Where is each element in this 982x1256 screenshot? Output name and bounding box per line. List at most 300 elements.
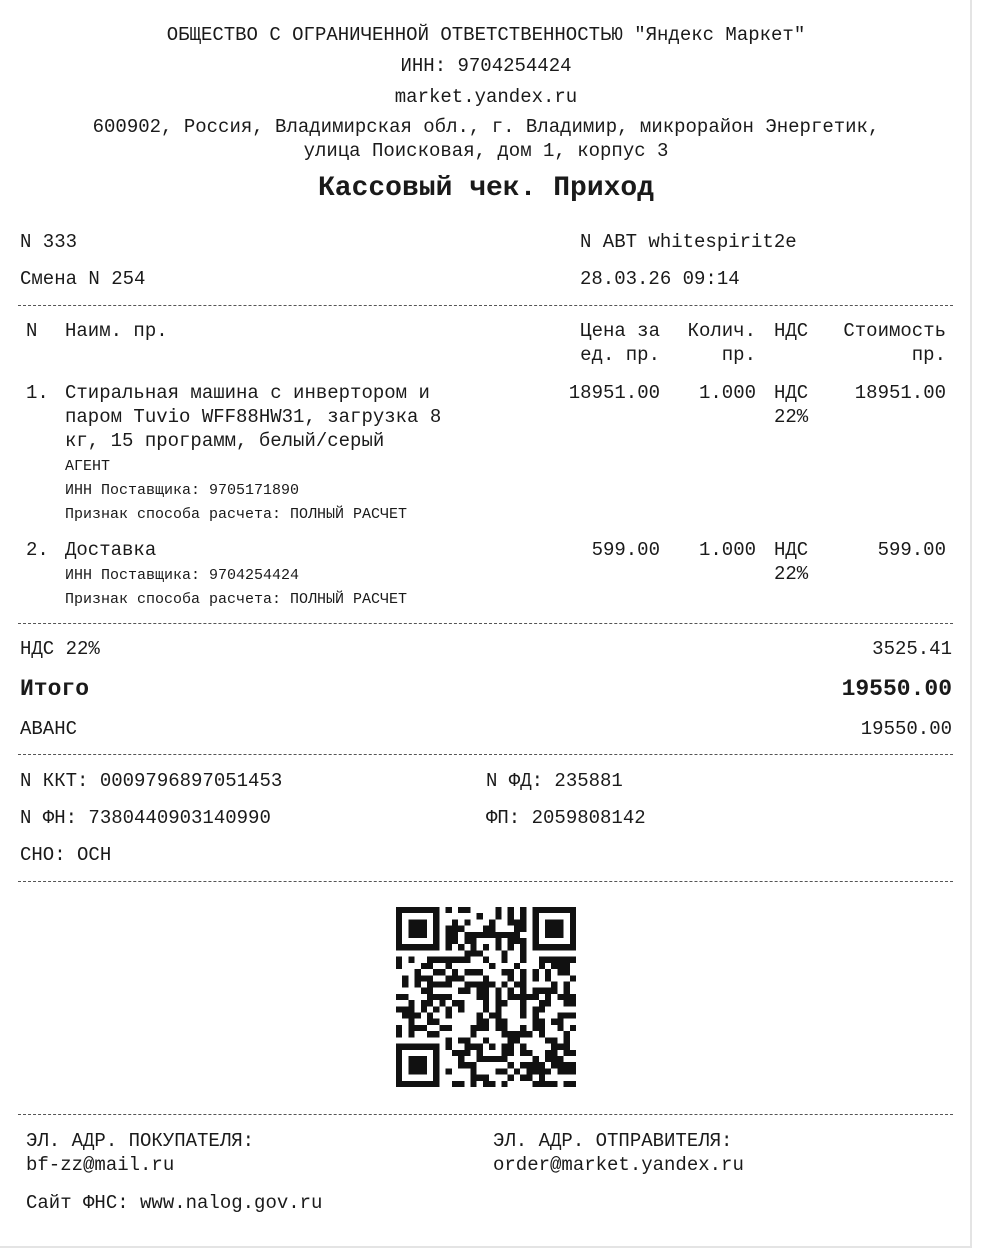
advance-label: АВАНС xyxy=(20,718,78,740)
qr-module xyxy=(421,975,427,981)
qr-module xyxy=(539,907,545,913)
total-label: Итого xyxy=(20,676,90,702)
qr-module xyxy=(520,1000,526,1006)
qr-module xyxy=(396,1025,402,1031)
qr-module xyxy=(421,932,427,938)
qr-module xyxy=(539,1025,545,1031)
qr-module xyxy=(452,919,458,925)
qr-module xyxy=(495,1000,501,1006)
qr-module xyxy=(545,1000,551,1006)
qr-module xyxy=(495,907,501,913)
org-address-line2: улица Поисковая, дом 1, корпус 3 xyxy=(303,140,669,162)
qr-module xyxy=(557,1056,563,1062)
qr-module xyxy=(433,969,439,975)
qr-module xyxy=(421,1056,427,1062)
qr-module xyxy=(408,944,414,950)
qr-module xyxy=(489,1044,495,1050)
qr-module xyxy=(564,1031,570,1037)
qr-module xyxy=(458,988,464,994)
qr-module xyxy=(557,926,563,932)
qr-module xyxy=(502,1044,508,1050)
qr-module xyxy=(415,1013,421,1019)
qr-module xyxy=(396,1006,402,1012)
qr-module xyxy=(526,1075,532,1081)
qr-module xyxy=(539,1075,545,1081)
qr-module xyxy=(458,1037,464,1043)
qr-module xyxy=(396,1050,402,1056)
qr-module xyxy=(533,1025,539,1031)
qr-module xyxy=(551,963,557,969)
qr-module xyxy=(545,1068,551,1074)
qr-module xyxy=(539,988,545,994)
qr-module xyxy=(551,1037,557,1043)
qr-module xyxy=(570,994,576,1000)
qr-module xyxy=(545,975,551,981)
qr-module xyxy=(464,907,470,913)
qr-module xyxy=(415,981,421,987)
qr-module xyxy=(508,1062,514,1068)
qr-module xyxy=(396,957,402,963)
qr-module xyxy=(508,1075,514,1081)
qr-module xyxy=(408,926,414,932)
qr-module xyxy=(551,907,557,913)
qr-module xyxy=(433,1050,439,1056)
qr-module xyxy=(433,1081,439,1087)
advance-value: 19550.00 xyxy=(860,718,952,740)
receipt-title: Кассовый чек. Приход xyxy=(317,173,655,204)
qr-module xyxy=(433,1062,439,1068)
item-number: 2. xyxy=(26,539,49,561)
qr-module xyxy=(533,913,539,919)
qr-module xyxy=(433,1075,439,1081)
item-price: 18951.00 xyxy=(568,382,660,404)
qr-module xyxy=(545,907,551,913)
qr-module xyxy=(495,988,501,994)
qr-module xyxy=(470,1062,476,1068)
qr-module xyxy=(439,969,445,975)
qr-module xyxy=(433,1006,439,1012)
qr-module xyxy=(545,1081,551,1087)
qr-module xyxy=(545,919,551,925)
item-payment-method: Признак способа расчета: ПОЛНЫЙ РАСЧЕТ xyxy=(65,506,408,523)
qr-module xyxy=(433,938,439,944)
qr-module xyxy=(458,1062,464,1068)
item-vat-rate: 22% xyxy=(774,406,809,428)
qr-module xyxy=(446,963,452,969)
qr-module xyxy=(502,1068,508,1074)
qr-module xyxy=(483,1006,489,1012)
qr-module xyxy=(533,1056,539,1062)
qr-module xyxy=(502,981,508,987)
qr-module xyxy=(514,1068,520,1074)
qr-module xyxy=(483,975,489,981)
col-header-qty-2: пр. xyxy=(721,344,756,366)
qr-module xyxy=(520,1006,526,1012)
qr-module xyxy=(458,944,464,950)
qr-module xyxy=(421,907,427,913)
qr-module xyxy=(570,926,576,932)
col-header-price-2: ед. пр. xyxy=(580,344,660,366)
qr-module xyxy=(551,1044,557,1050)
qr-module xyxy=(483,1081,489,1087)
qr-module xyxy=(557,1025,563,1031)
qr-module xyxy=(439,1000,445,1006)
qr-module xyxy=(551,1019,557,1025)
buyer-email: bf-zz@mail.ru xyxy=(26,1154,175,1176)
qr-module xyxy=(452,975,458,981)
qr-module xyxy=(551,957,557,963)
qr-module xyxy=(520,913,526,919)
qr-module xyxy=(427,975,433,981)
qr-module xyxy=(557,907,563,913)
qr-module xyxy=(489,1013,495,1019)
qr-module xyxy=(408,1006,414,1012)
qr-module xyxy=(570,1081,576,1087)
qr-module xyxy=(464,957,470,963)
qr-module xyxy=(402,1044,408,1050)
qr-module xyxy=(452,1000,458,1006)
qr-module xyxy=(452,1050,458,1056)
qr-module xyxy=(477,1075,483,1081)
qr-module xyxy=(557,919,563,925)
qr-module xyxy=(570,944,576,950)
qr-module xyxy=(514,994,520,1000)
tax-system: СНО: ОСН xyxy=(20,844,112,866)
qr-module xyxy=(551,1081,557,1087)
qr-module xyxy=(489,1081,495,1087)
qr-module xyxy=(545,994,551,1000)
qr-module xyxy=(396,938,402,944)
qr-module xyxy=(564,1081,570,1087)
qr-module xyxy=(433,1019,439,1025)
qr-module xyxy=(415,944,421,950)
sender-email: order@market.yandex.ru xyxy=(493,1154,744,1176)
qr-module xyxy=(421,1044,427,1050)
qr-module xyxy=(533,1062,539,1068)
qr-module xyxy=(564,1037,570,1043)
qr-module xyxy=(427,1013,433,1019)
qr-module xyxy=(433,1031,439,1037)
qr-module xyxy=(570,1068,576,1074)
qr-module xyxy=(564,1044,570,1050)
qr-module xyxy=(470,1025,476,1031)
qr-module xyxy=(508,919,514,925)
qr-module xyxy=(396,932,402,938)
qr-module xyxy=(433,994,439,1000)
qr-module xyxy=(452,938,458,944)
qr-module xyxy=(421,1081,427,1087)
col-header-cost-2: пр. xyxy=(911,344,946,366)
qr-module xyxy=(502,1019,508,1025)
item-name-line2: паром Tuvio WFF88HW31, загрузка 8 xyxy=(65,406,442,428)
qr-module xyxy=(433,926,439,932)
qr-module xyxy=(427,907,433,913)
qr-module xyxy=(539,1000,545,1006)
qr-module xyxy=(564,1068,570,1074)
qr-module xyxy=(396,994,402,1000)
qr-module xyxy=(483,1037,489,1043)
qr-module xyxy=(464,938,470,944)
qr-module xyxy=(520,988,526,994)
qr-module xyxy=(526,1062,532,1068)
qr-module xyxy=(545,926,551,932)
qr-module xyxy=(520,981,526,987)
qr-module xyxy=(557,1068,563,1074)
qr-module xyxy=(477,969,483,975)
qr-module xyxy=(427,957,433,963)
qr-module xyxy=(483,1025,489,1031)
item-vat-rate: 22% xyxy=(774,563,809,585)
qr-module xyxy=(415,907,421,913)
qr-module xyxy=(421,1000,427,1006)
qr-module xyxy=(408,1000,414,1006)
qr-module xyxy=(396,1056,402,1062)
qr-module xyxy=(396,1062,402,1068)
qr-module xyxy=(470,969,476,975)
qr-module xyxy=(533,988,539,994)
qr-module xyxy=(483,932,489,938)
qr-module xyxy=(502,1031,508,1037)
divider xyxy=(18,754,953,755)
qr-module xyxy=(439,981,445,987)
item-name-line1: Доставка xyxy=(65,539,157,561)
qr-module xyxy=(483,1000,489,1006)
qr-module xyxy=(464,932,470,938)
qr-module xyxy=(408,1025,414,1031)
qr-module xyxy=(396,1044,402,1050)
qr-module xyxy=(489,932,495,938)
qr-module xyxy=(396,926,402,932)
qr-module xyxy=(433,1044,439,1050)
qr-module xyxy=(551,981,557,987)
qr-module xyxy=(533,944,539,950)
qr-module xyxy=(483,1075,489,1081)
qr-module xyxy=(520,994,526,1000)
qr-module xyxy=(464,1062,470,1068)
qr-module xyxy=(502,950,508,956)
qr-module xyxy=(421,1068,427,1074)
qr-module xyxy=(458,1081,464,1087)
qr-code xyxy=(396,907,576,1087)
qr-module xyxy=(564,1050,570,1056)
col-header-n: N xyxy=(26,320,38,342)
item-vat: НДС xyxy=(774,539,809,561)
qr-module xyxy=(564,944,570,950)
qr-module xyxy=(470,1031,476,1037)
qr-module xyxy=(458,1050,464,1056)
item-qty: 1.000 xyxy=(698,539,756,561)
qr-module xyxy=(458,907,464,913)
qr-module xyxy=(533,907,539,913)
qr-module xyxy=(415,1044,421,1050)
qr-module xyxy=(502,1081,508,1087)
qr-module xyxy=(557,969,563,975)
qr-module xyxy=(533,926,539,932)
item-cost: 18951.00 xyxy=(854,382,946,404)
qr-module xyxy=(520,1025,526,1031)
qr-module xyxy=(545,944,551,950)
terminal-number: N АВТ whitespirit2e xyxy=(580,231,797,253)
col-header-cost: Стоимость xyxy=(843,320,946,342)
qr-module xyxy=(520,1031,526,1037)
qr-module xyxy=(452,932,458,938)
qr-module xyxy=(470,1068,476,1074)
qr-module xyxy=(470,938,476,944)
qr-module xyxy=(551,926,557,932)
divider xyxy=(18,623,953,624)
qr-module xyxy=(421,963,427,969)
qr-module xyxy=(533,975,539,981)
item-vat: НДС xyxy=(774,382,809,404)
qr-module xyxy=(564,907,570,913)
qr-module xyxy=(545,1056,551,1062)
qr-module xyxy=(470,1075,476,1081)
qr-module xyxy=(433,981,439,987)
qr-module xyxy=(408,1056,414,1062)
qr-module xyxy=(545,957,551,963)
qr-module xyxy=(489,919,495,925)
qr-module xyxy=(446,944,452,950)
qr-module xyxy=(557,1019,563,1025)
qr-module xyxy=(452,957,458,963)
qr-module xyxy=(514,1037,520,1043)
qr-module xyxy=(415,919,421,925)
qr-module xyxy=(508,932,514,938)
qr-module xyxy=(508,913,514,919)
qr-module xyxy=(520,957,526,963)
qr-module xyxy=(508,907,514,913)
qr-module xyxy=(439,1025,445,1031)
qr-module xyxy=(570,975,576,981)
qr-module xyxy=(477,1050,483,1056)
qr-module xyxy=(502,957,508,963)
qr-module xyxy=(433,932,439,938)
qr-module xyxy=(533,1019,539,1025)
qr-module xyxy=(514,926,520,932)
qr-module xyxy=(495,1006,501,1012)
qr-module xyxy=(421,988,427,994)
qr-module xyxy=(495,1013,501,1019)
qr-module xyxy=(570,932,576,938)
qr-module xyxy=(551,1056,557,1062)
vat-total-value: 3525.41 xyxy=(872,638,952,660)
qr-module xyxy=(483,944,489,950)
qr-module xyxy=(533,969,539,975)
qr-module xyxy=(539,944,545,950)
qr-module xyxy=(570,1013,576,1019)
fp-number: ФП: 2059808142 xyxy=(486,807,646,829)
qr-module xyxy=(464,1044,470,1050)
qr-module xyxy=(452,926,458,932)
qr-module xyxy=(477,988,483,994)
qr-module xyxy=(464,981,470,987)
qr-module xyxy=(557,1062,563,1068)
item-supplier-inn: ИНН Поставщика: 9705171890 xyxy=(65,482,300,499)
qr-module xyxy=(415,926,421,932)
qr-module xyxy=(570,907,576,913)
qr-module xyxy=(458,926,464,932)
qr-module xyxy=(545,988,551,994)
qr-module xyxy=(557,932,563,938)
qr-module xyxy=(477,950,483,956)
qr-module xyxy=(452,969,458,975)
qr-module xyxy=(421,1062,427,1068)
qr-module xyxy=(551,1062,557,1068)
qr-module xyxy=(464,969,470,975)
qr-module xyxy=(415,1062,421,1068)
qr-module xyxy=(464,1050,470,1056)
qr-module xyxy=(545,969,551,975)
qr-module xyxy=(458,1006,464,1012)
qr-module xyxy=(508,944,514,950)
qr-module xyxy=(402,1013,408,1019)
qr-module xyxy=(539,1068,545,1074)
qr-module xyxy=(564,994,570,1000)
qr-module xyxy=(533,1013,539,1019)
fns-site: Сайт ФНС: www.nalog.gov.ru xyxy=(26,1192,323,1214)
qr-module xyxy=(396,913,402,919)
qr-module xyxy=(446,1044,452,1050)
qr-module xyxy=(415,1025,421,1031)
fn-number: N ФН: 7380440903140990 xyxy=(20,807,271,829)
qr-module xyxy=(477,913,483,919)
qr-module xyxy=(446,932,452,938)
qr-module xyxy=(564,1013,570,1019)
qr-module xyxy=(408,1019,414,1025)
qr-module xyxy=(408,957,414,963)
qr-module xyxy=(526,1031,532,1037)
qr-module xyxy=(557,1013,563,1019)
qr-module xyxy=(439,957,445,963)
qr-module xyxy=(564,1062,570,1068)
qr-module xyxy=(520,944,526,950)
qr-module xyxy=(520,950,526,956)
qr-module xyxy=(464,1037,470,1043)
divider xyxy=(18,1114,953,1115)
qr-module xyxy=(446,957,452,963)
qr-module xyxy=(495,944,501,950)
qr-module xyxy=(427,988,433,994)
fd-number: N ФД: 235881 xyxy=(486,770,623,792)
qr-module xyxy=(446,938,452,944)
qr-module xyxy=(514,919,520,925)
receipt-datetime: 28.03.26 09:14 xyxy=(580,268,740,290)
qr-module xyxy=(545,932,551,938)
qr-module xyxy=(564,988,570,994)
item-cost: 599.00 xyxy=(877,539,946,561)
qr-module xyxy=(446,907,452,913)
qr-module xyxy=(483,1019,489,1025)
qr-module xyxy=(477,1056,483,1062)
item-name-line1: Стиральная машина с инвертором и xyxy=(65,382,430,404)
col-header-name: Наим. пр. xyxy=(65,320,168,342)
qr-module xyxy=(570,1050,576,1056)
qr-module xyxy=(446,1013,452,1019)
col-header-price: Цена за xyxy=(580,320,660,342)
org-site: market.yandex.ru xyxy=(394,86,578,108)
qr-module xyxy=(526,994,532,1000)
qr-module xyxy=(483,994,489,1000)
qr-module xyxy=(458,975,464,981)
qr-module xyxy=(508,1050,514,1056)
qr-module xyxy=(545,1050,551,1056)
col-header-qty: Колич. xyxy=(687,320,756,342)
qr-module xyxy=(570,919,576,925)
qr-module xyxy=(421,926,427,932)
qr-module xyxy=(514,938,520,944)
qr-module xyxy=(427,981,433,987)
qr-module xyxy=(520,926,526,932)
